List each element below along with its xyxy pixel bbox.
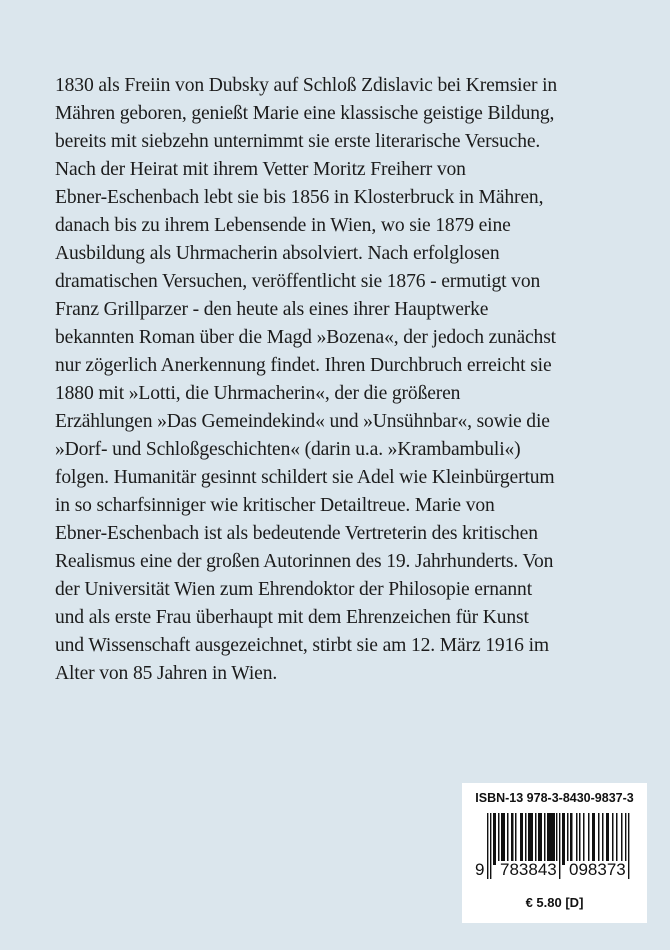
blurb-line: folgen. Humanitär gesinnt schildert sie Adel wie Kleinbürgertum: [55, 467, 555, 488]
blurb-line: Nach der Heirat mit ihrem Vetter Moritz Freiherr von: [55, 159, 466, 180]
barcode-first-digit: 9: [475, 860, 485, 879]
blurb-line: »Dorf- und Schloßgeschichten« (darin u.a. »Krambambuli«): [55, 439, 521, 460]
blurb-line: Erzählungen »Das Gemeindekind« und »Unsühnbar«, sowie die: [55, 411, 550, 432]
blurb-line: bereits mit siebzehn unternimmt sie erste literarische Versuche.: [55, 131, 541, 152]
back-cover-blurb: [55, 72, 655, 688]
blurb-line: und als erste Frau überhaupt mit dem Ehrenzeichen für Kunst: [55, 607, 529, 628]
blurb-line: bekannten Roman über die Magd »Bozena«, der jedoch zunächst: [55, 327, 556, 348]
price-label: € 5.80 [D]: [525, 895, 584, 910]
blurb-line: danach bis zu ihrem Lebensende in Wien, wo sie 1879 eine: [55, 215, 511, 236]
blurb-line: und Wissenschaft ausgezeichnet, stirbt sie am 12. März 1916 im: [55, 635, 549, 656]
blurb-line: Realismus eine der großen Autorinnen des 19. Jahrhunderts. Von: [55, 551, 554, 572]
blurb-line: Alter von 85 Jahren in Wien.: [55, 663, 278, 684]
barcode-left-digits: 783843: [500, 860, 557, 879]
blurb-line: Ebner-Eschenbach ist als bedeutende Vertreterin des kritischen: [55, 523, 538, 544]
barcode-right-digits: 098373: [569, 860, 626, 879]
blurb-line: Franz Grillparzer - den heute als eines ihrer Hauptwerke: [55, 299, 489, 320]
blurb-line: in so scharfsinniger wie kritischer Detailtreue. Marie von: [55, 495, 495, 516]
blurb-line: dramatischen Versuchen, veröffentlicht sie 1876 - ermutigt von: [55, 271, 541, 292]
blurb-line: der Universität Wien zum Ehrendoktor der Philosopie ernannt: [55, 579, 532, 600]
blurb-line: Ausbildung als Uhrmacherin absolviert. Nach erfolglosen: [55, 243, 500, 264]
blurb-line: nur zögerlich Anerkennung findet. Ihren Durchbruch erreicht sie: [55, 355, 552, 376]
blurb-line: Ebner-Eschenbach lebt sie bis 1856 in Klosterbruck in Mähren,: [55, 187, 544, 208]
blurb-line: 1880 mit »Lotti, die Uhrmacherin«, der die größeren: [55, 383, 461, 404]
blurb-line: Mähren geboren, genießt Marie eine klassische geistige Bildung,: [55, 103, 555, 124]
isbn-barcode-label: [462, 783, 647, 923]
isbn-number: ISBN-13 978-3-8430-9837-3: [475, 791, 634, 805]
blurb-line: 1830 als Freiin von Dubsky auf Schloß Zdislavic bei Kremsier in: [55, 75, 558, 96]
